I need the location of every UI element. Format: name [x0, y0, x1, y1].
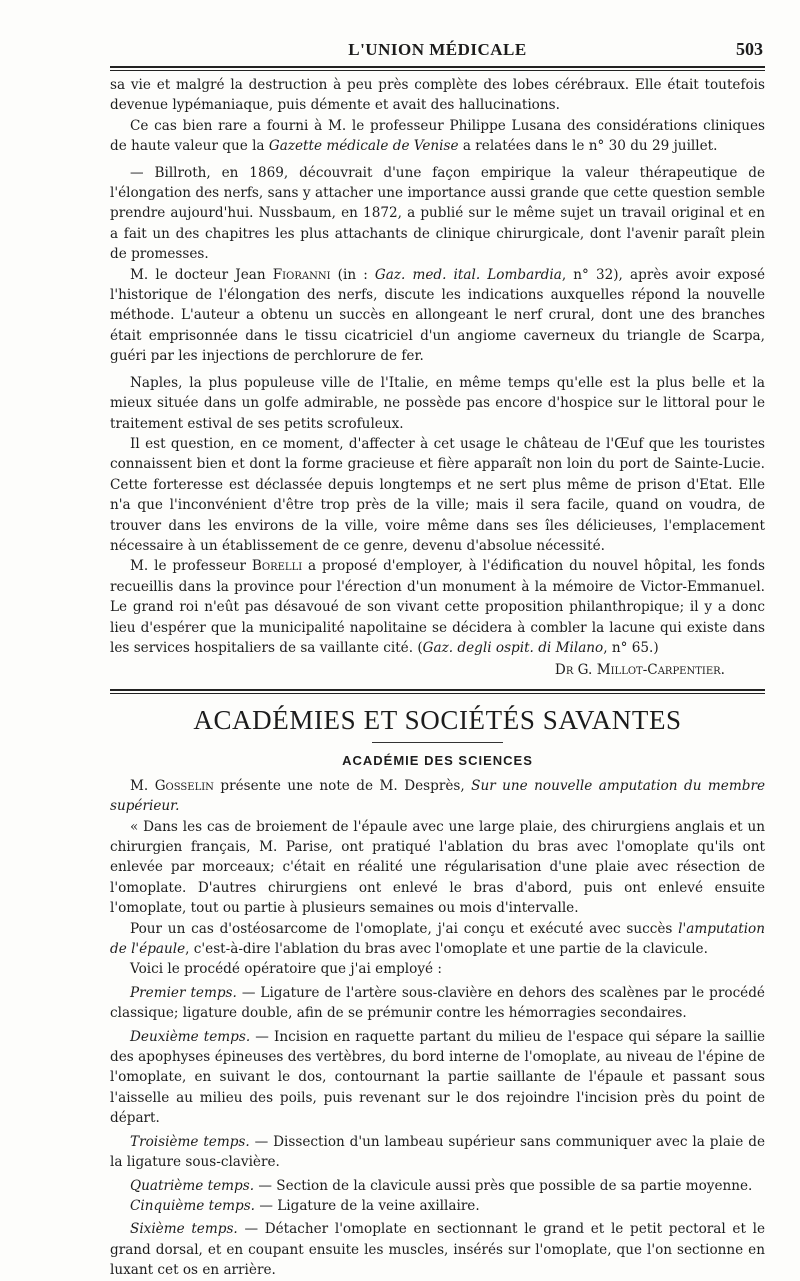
page-number: 503 — [736, 39, 763, 59]
procedure-step — [110, 1219, 765, 1280]
signature — [110, 660, 765, 680]
journal-title: Gaz. degli ospit. di Milano — [422, 639, 604, 656]
journal-title: Gazette médicale de Venise — [268, 138, 459, 155]
text-run: , n° 32), après avoir exposé l'historique de l'élongation des nerfs, discute les indications auxquelles répond la nouvelle méthode. L'auteur a obtenu un succès en allongeant le nerf crural, dont une des branches était emprisonnée dans le tissu cicatriciel d'un angiome caverneux du triangle de Scarpa, guéri par les injections de perchlorure de fer. — [110, 266, 765, 365]
procedure-step — [110, 983, 765, 1024]
section-rule-top — [110, 689, 765, 694]
page — [110, 36, 765, 1281]
section-title: ACADÉMIES ET SOCIÉTÉS SAVANTES — [193, 704, 682, 735]
step-label: Premier temps. — [130, 984, 237, 1001]
paragraph: sa vie et malgré la destruction à peu près complète des lobes cérébraux. Elle était toutefois devenue lypémaniaque, puis démente et avait des hallucinations. — [110, 77, 765, 114]
author-name: Borelli — [251, 558, 303, 575]
step-label: Sixième temps. — [130, 1221, 238, 1238]
procedure-step — [110, 1132, 765, 1173]
step-text: — Dissection d'un lambeau supérieur sans communiquer avec la plaie de la ligature sous-clavière. — [110, 1133, 765, 1171]
step-text: — Ligature de la veine axillaire. — [255, 1197, 480, 1214]
paragraph: Il est question, en ce moment, d'affecter à cet usage le château de l'Œuf que les touristes connaissent bien et dont la forme gracieuse et fière apparaît non loin du port de Sainte-Lucie. Cette forteresse est déclassée depuis longtemps et ne sert plus même de prison d'Etat. Elle n'a que l'inconvénient d'être trop près de la ville; mais il sera facile, quand on voudra, de trouver dans les environs de la ville, voire même dans ses îles délicieuses, l'emplacement nécessaire à un établissement de ce genre, devenu d'absolue nécessité. — [110, 435, 765, 554]
paragraph: Naples, la plus populeuse ville de l'Italie, en même temps qu'elle est la plus belle et la mieux située dans un golfe admirable, ne possède pas encore d'hospice sur le littoral pour le traitement estival de ses petits scrofuleux. — [110, 374, 765, 432]
journal-title: Gaz. med. ital. Lombardia — [374, 266, 562, 283]
paragraph — [110, 776, 765, 817]
procedure-step — [110, 1027, 765, 1129]
text-run: M. le professeur — [130, 558, 252, 575]
text-run: présente une note de M. Desprès, — [213, 777, 472, 794]
step-label: Quatrième temps. — [130, 1177, 255, 1194]
text-run: M. le docteur Jean — [130, 266, 273, 283]
header-rule — [110, 66, 765, 71]
paragraph — [110, 556, 765, 658]
paragraph — [110, 116, 765, 157]
author-name: Fioranni — [272, 266, 331, 283]
text-run: M. — [130, 777, 155, 794]
text-run: a proposé d'employer, à l'édification du nouvel hôpital, les fonds recueillis dans la province pour l'érection d'un monument à la mémoire de Victor-Emmanuel. Le grand roi n'eût pas désavoué de son vivant cette proposition philanthropique; il y a donc lieu d'espérer que la municipalité napolitaine se décidera à combler la lacune qui existe dans les services hospitaliers de sa vaillante cité. ( — [110, 558, 766, 656]
author-name: Gosselin — [154, 777, 214, 794]
step-label: Deuxième temps. — [130, 1028, 251, 1045]
paragraph — [110, 265, 765, 367]
text-run: (in : — [330, 266, 375, 283]
step-text: — Incision en raquette partant du milieu de l'espace qui sépare la saillie des apophyses épineuses des vertèbres, du bord interne de l'omoplate, au niveau de l'épine de l'omoplate, en suivant le dos, contournant la partie saillante de l'épaule et passant sous l'aisselle au milieu des poils, puis revenant sur le dos rejoindre l'incision près du point de départ. — [110, 1028, 765, 1127]
step-label: Cinquième temps. — [130, 1197, 256, 1214]
paragraph: « Dans les cas de broiement de l'épaule avec une large plaie, des chirurgiens anglais et un chirurgien français, M. Parise, ont pratiqué l'ablation du bras avec l'omoplate qu'ils ont enlevée par morceaux; c'était en réalité une régularisation d'une plaie avec résection de l'omoplate. D'autres chirurgiens ont enlevé le bras d'abord, puis ont enlevé ensuite l'omoplate, tout ou partie à plusieurs semaines ou mois d'intervalle. — [110, 818, 765, 917]
paragraph: — Billroth, en 1869, découvrait d'une façon empirique la valeur thérapeutique de l'élongation des nerfs, sans y attacher une importance aussi grande que cette question semble prendre aujourd'hui. Nussbaum, en 1872, a publié sur le même sujet un travail original et en a fait un des chapitres les plus attachants de clinique chirurgicale, dont l'avenir paraît plein de promesses. — [110, 164, 765, 263]
paragraph — [110, 919, 765, 960]
procedure-step — [110, 1196, 765, 1216]
text-run: , n° 65.) — [603, 639, 659, 656]
step-text: — Ligature de l'artère sous-clavière en dehors des scalènes par le procédé classique; ligature double, afin de se prémunir contre les hémorragies secondaires. — [110, 984, 765, 1022]
running-title: L'UNION MÉDICALE — [348, 40, 527, 59]
page-header — [110, 36, 765, 64]
text-run: a relatées dans le n° 30 du 29 juillet. — [458, 138, 718, 155]
text-run: , c'est-à-dire l'ablation du bras avec l'omoplate et une partie de la clavicule. — [185, 941, 708, 958]
note-title: Sur une nouvelle amputation du membre supérieur. — [110, 777, 765, 815]
text-run: Pour un cas d'ostéosarcome de l'omoplate, j'ai conçu et exécuté avec succès — [130, 920, 679, 937]
text-run: Ce cas bien rare a fourni à M. le professeur Philippe Lusana des considérations cliniques de haute valeur que la — [110, 117, 765, 155]
step-label: Troisième temps. — [130, 1133, 250, 1150]
signature-text: Dr G. Millot-Carpentier. — [554, 662, 725, 679]
paragraph: Voici le procédé opératoire que j'ai employé : — [130, 961, 442, 978]
procedure-name: l'amputation de l'épaule — [110, 920, 765, 958]
subsection-title: ACADÉMIE DES SCIENCES — [342, 752, 533, 768]
procedure-step — [110, 1176, 765, 1196]
step-text: — Section de la clavicule aussi près que possible de sa partie moyenne. — [254, 1177, 753, 1194]
step-text: — Détacher l'omoplate en sectionnant le grand et le petit pectoral et le grand dorsal, et en coupant ensuite les muscles, insérés sur l'omoplate, que l'on sectionne en luxant cet os en arrière. — [110, 1221, 765, 1279]
title-divider — [372, 742, 503, 743]
